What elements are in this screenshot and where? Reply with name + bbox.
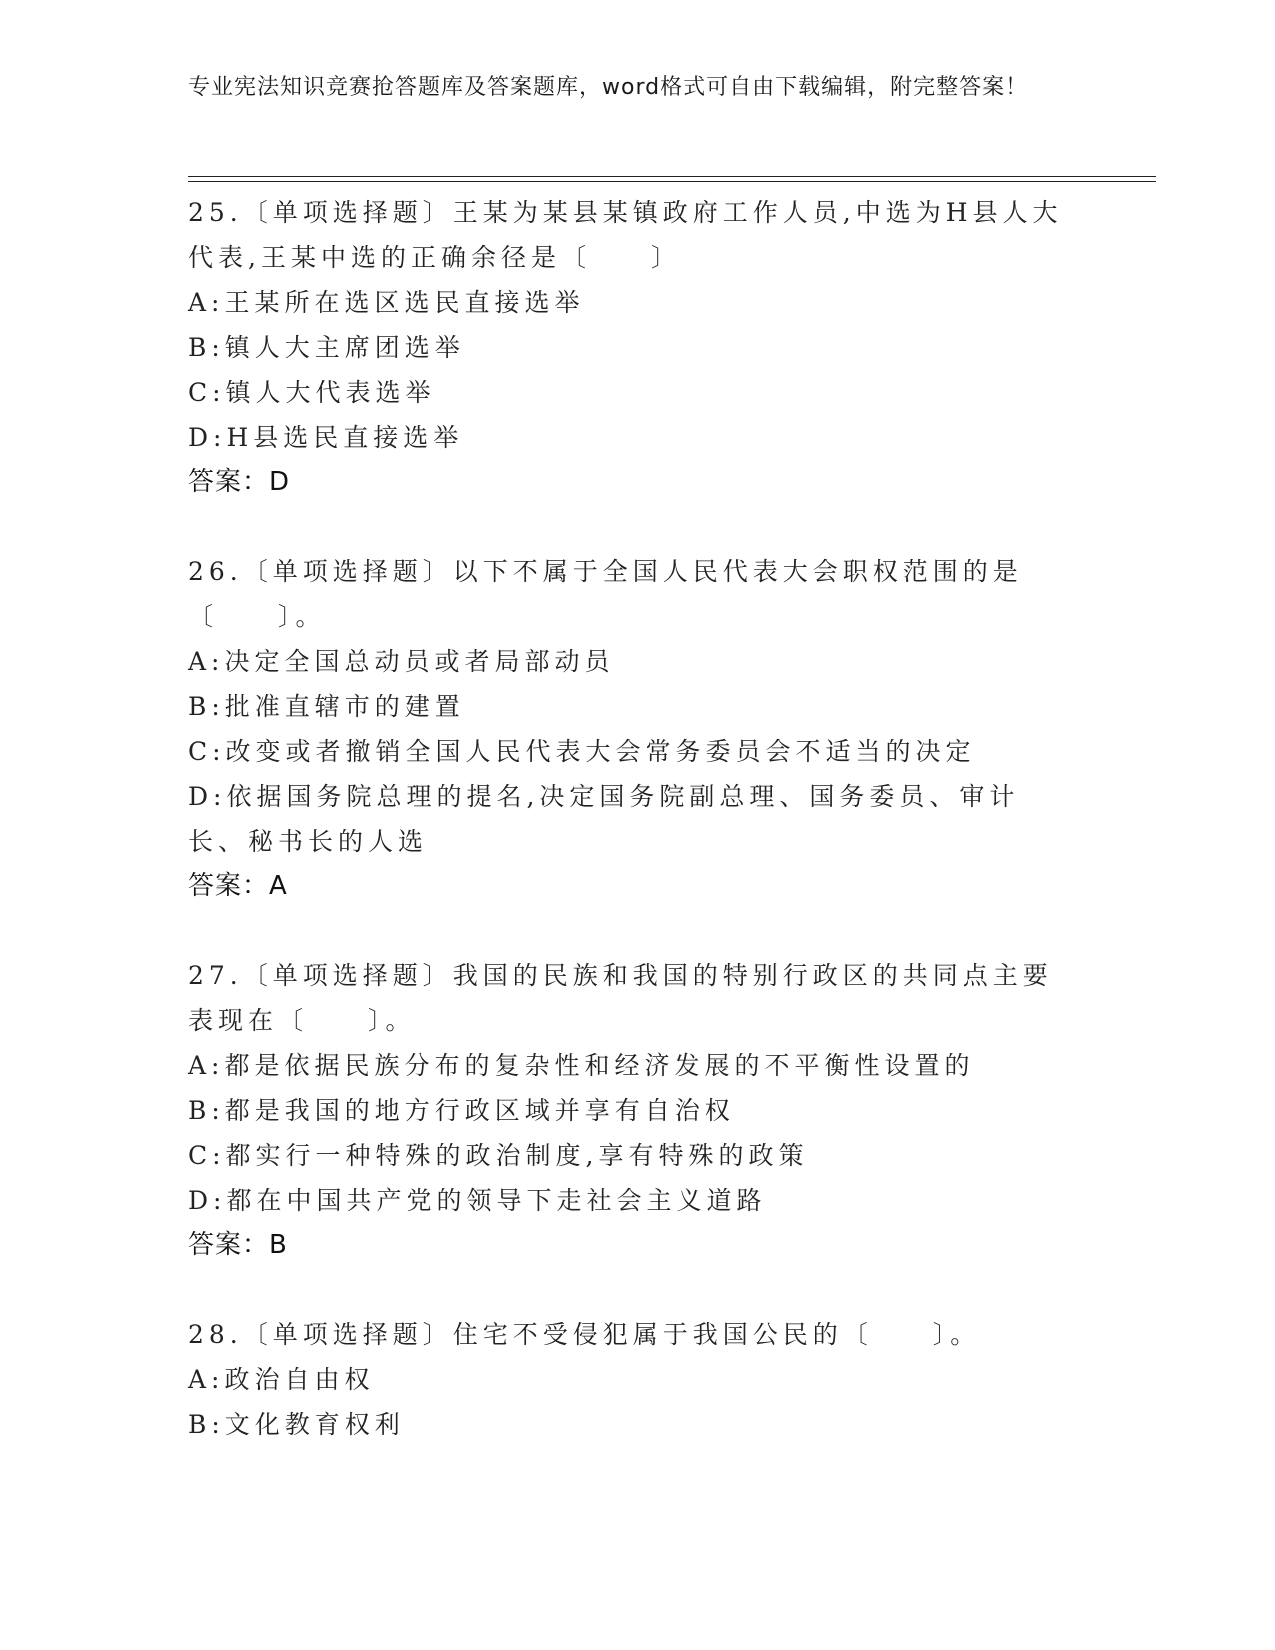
question-stem: 25.〔单项选择题〕王某为某县某镇政府工作人员,中选为H县人大代表,王某中选的正确余径是〔 〕 bbox=[188, 198, 1063, 272]
option-b: B:文化教育权利 bbox=[188, 1410, 405, 1439]
answer-line: 答案：B bbox=[188, 1230, 288, 1260]
document-header: 专业宪法知识竞赛抢答题库及答案题库，word格式可自由下载编辑，附完整答案！ bbox=[188, 75, 1029, 100]
answer-line: 答案：D bbox=[188, 467, 291, 497]
header-divider-top bbox=[188, 176, 1156, 177]
option-d: D:都在中国共产党的领导下走社会主义道路 bbox=[188, 1186, 767, 1215]
question-list bbox=[188, 190, 1068, 1491]
question-26 bbox=[188, 549, 1068, 909]
option-d: D:H县选民直接选举 bbox=[188, 423, 464, 452]
option-c: C:镇人大代表选举 bbox=[188, 378, 436, 407]
question-stem: 27.〔单项选择题〕我国的民族和我国的特别行政区的共同点主要表现在〔 〕。 bbox=[188, 961, 1053, 1035]
option-b: B:批准直辖市的建置 bbox=[188, 692, 465, 721]
option-a: A:政治自由权 bbox=[188, 1365, 375, 1394]
option-c: C:都实行一种特殊的政治制度,享有特殊的政策 bbox=[188, 1141, 809, 1170]
question-stem: 28.〔单项选择题〕住宅不受侵犯属于我国公民的〔 〕。 bbox=[188, 1320, 981, 1349]
option-b: B:都是我国的地方行政区域并享有自治权 bbox=[188, 1096, 735, 1125]
question-25 bbox=[188, 190, 1068, 505]
option-b: B:镇人大主席团选举 bbox=[188, 333, 465, 362]
header-divider-bottom bbox=[188, 181, 1156, 182]
question-28 bbox=[188, 1312, 1068, 1447]
question-27 bbox=[188, 953, 1068, 1268]
option-c: C:改变或者撤销全国人民代表大会常务委员会不适当的决定 bbox=[188, 737, 976, 766]
question-stem: 26.〔单项选择题〕以下不属于全国人民代表大会职权范围的是〔 〕。 bbox=[188, 557, 1023, 631]
option-d: D:依据国务院总理的提名,决定国务院副总理、国务委员、审计长、秘书长的人选 bbox=[188, 782, 1020, 856]
option-a: A:决定全国总动员或者局部动员 bbox=[188, 647, 615, 676]
option-a: A:王某所在选区选民直接选举 bbox=[188, 288, 585, 317]
answer-line: 答案：A bbox=[188, 871, 288, 901]
option-a: A:都是依据民族分布的复杂性和经济发展的不平衡性设置的 bbox=[188, 1051, 975, 1080]
